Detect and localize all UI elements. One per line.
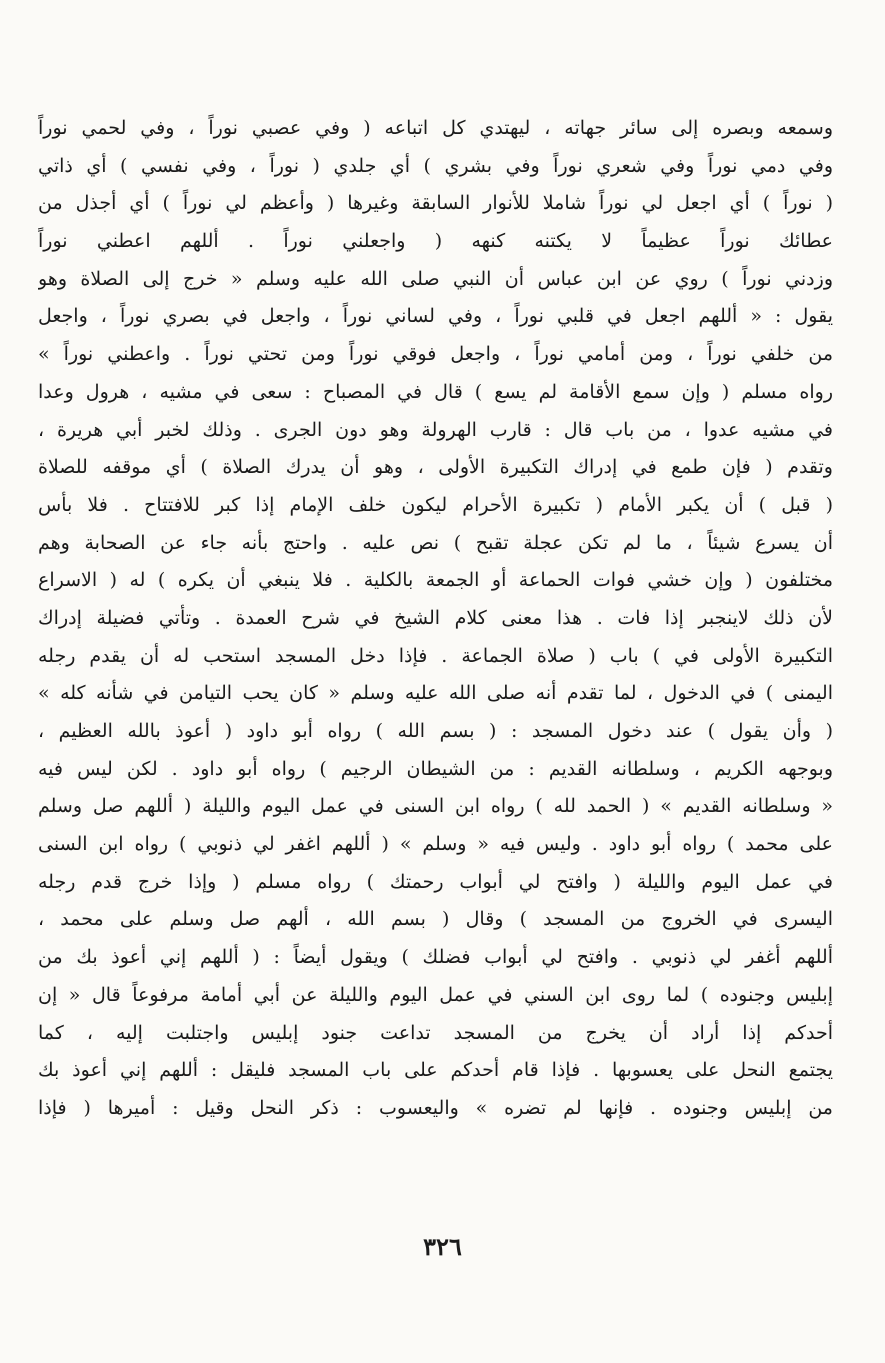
text-line: أحدكم إذا أراد أن يخرج من المسجد تداعت جنود إبليس واجتلبت إليه ، كما — [38, 1021, 833, 1044]
text-line: وزدني نوراً ) روي عن ابن عباس أن النبي صلى الله عليه وسلم « خرج إلى الصلاة وهو — [38, 267, 833, 290]
text-line: وسمعه وبصره إلى سائر جهاته ، ليهتدي كل اتباعه ( وفي عصبي نوراً ، وفي لحمي نوراً — [38, 117, 833, 139]
text-line: من إبليس وجنوده . فإنها لم تضره » واليعسوب : ذكر النحل وقيل : أميرها ( فإذا — [38, 1096, 833, 1119]
text-line: ( وأن يقول ) عند دخول المسجد : ( بسم الله ) رواه أبو داود ( أعوذ بالله العظيم ، — [38, 720, 833, 742]
text-line: اليمنى ) في الدخول ، لما تقدم أنه صلى الله عليه وسلم « كان يحب التيامن في شأنه كله » — [38, 682, 833, 705]
text-line: وتقدم ( فإن طمع في إدراك التكبيرة الأولى ، وهو أن يدرك الصلاة ) أي موقفه للصلاة — [38, 456, 833, 479]
text-line: يجتمع النحل على يعسوبها . فإذا قام أحدكم على باب المسجد فليقل : أللهم إني أعوذ بك — [38, 1059, 833, 1082]
text-line: اليسرى في الخروج من المسجد ) وقال ( بسم الله ، ألهم صل وسلم على محمد ، — [38, 908, 833, 931]
text-line: إبليس وجنوده ) لما روى ابن السني في عمل اليوم والليلة عن أبي أمامة مرفوعاً قال « إن — [38, 983, 833, 1006]
text-line: لأن ذلك لاينجبر إذا فات . هذا معنى كلام الشيخ في شرح العمدة . وتأتي فضيلة إدراك — [38, 606, 833, 629]
text-line: « وسلطانه القديم » ( الحمد لله ) رواه ابن السنى في عمل اليوم والليلة ( أللهم صل وسلم — [38, 795, 833, 818]
text-line: في مشيه عدوا ، من باب قال : قارب الهرولة وهو دون الجرى . وذلك لخبر أبي هريرة ، — [38, 418, 833, 441]
text-line: أللهم أغفر لي ذنوبي . وافتح لي أبواب فضلك ) ويقول أيضاً : ( أللهم إني أعوذ بك من — [38, 946, 833, 969]
text-line: أن يسرع شيئاً ، ما لم تكن عجلة تقبح ) نص عليه . واحتج بأنه جاء عن الصحابة وهم — [38, 531, 833, 554]
text-line: وبوجهه الكريم ، وسلطانه القديم : من الشيطان الرجيم ) رواه أبو داود . لكن ليس فيه — [38, 757, 833, 780]
text-line: عطائك نوراً عظيماً لا يكتنه كنهه ( واجعلني نوراً . أللهم اعطني نوراً — [38, 230, 833, 253]
body-text — [38, 110, 833, 1128]
text-line: التكبيرة الأولى في ) باب ( صلاة الجماعة . فإذا دخل المسجد استحب له أن يقدم رجله — [38, 644, 833, 667]
text-line: يقول : « أللهم اجعل في قلبي نوراً ، وفي لساني نوراً ، واجعل في بصري نوراً ، واجعل — [38, 305, 833, 328]
text-line: ( قبل ) أن يكبر الأمام ( تكبيرة الأحرام ليكون خلف الإمام إذا كبر للافتتاح . فلا بأس — [38, 493, 833, 516]
text-line: من خلفي نوراً ، ومن أمامي نوراً ، واجعل فوقي نوراً ومن تحتي نوراً . واعطني نوراً » — [38, 343, 833, 366]
text-line: مختلفون ( وإن خشي فوات الحماعة أو الجمعة بالكلية . فلا ينبغي أن يكره ) له ( الاسراع — [38, 569, 833, 592]
text-line: رواه مسلم ( وإن سمع الأقامة لم يسع ) قال في المصباح : سعى في مشيه ، هرول وعدا — [38, 380, 833, 403]
text-line: على محمد ) رواه أبو داود . وليس فيه « وسلم » ( أللهم اغفر لي ذنوبي ) رواه ابن السنى — [38, 833, 833, 856]
page-number: ٣٢٦ — [423, 1232, 462, 1261]
text-line: ( نوراً ) أي اجعل لي نوراً شاملا للأنوار السابقة وغيرها ( وأعظم لي نوراً ) أي أجذل من — [38, 192, 833, 215]
text-line: وفي دمي نوراً وفي شعري نوراً وفي بشري ) أي جلدي ( نوراً ، وفي نفسي ) أي ذاتي — [38, 154, 833, 177]
text-line: في عمل اليوم والليلة ( وافتح لي أبواب رحمتك ) رواه مسلم ( وإذا خرج قدم رجله — [38, 870, 833, 893]
